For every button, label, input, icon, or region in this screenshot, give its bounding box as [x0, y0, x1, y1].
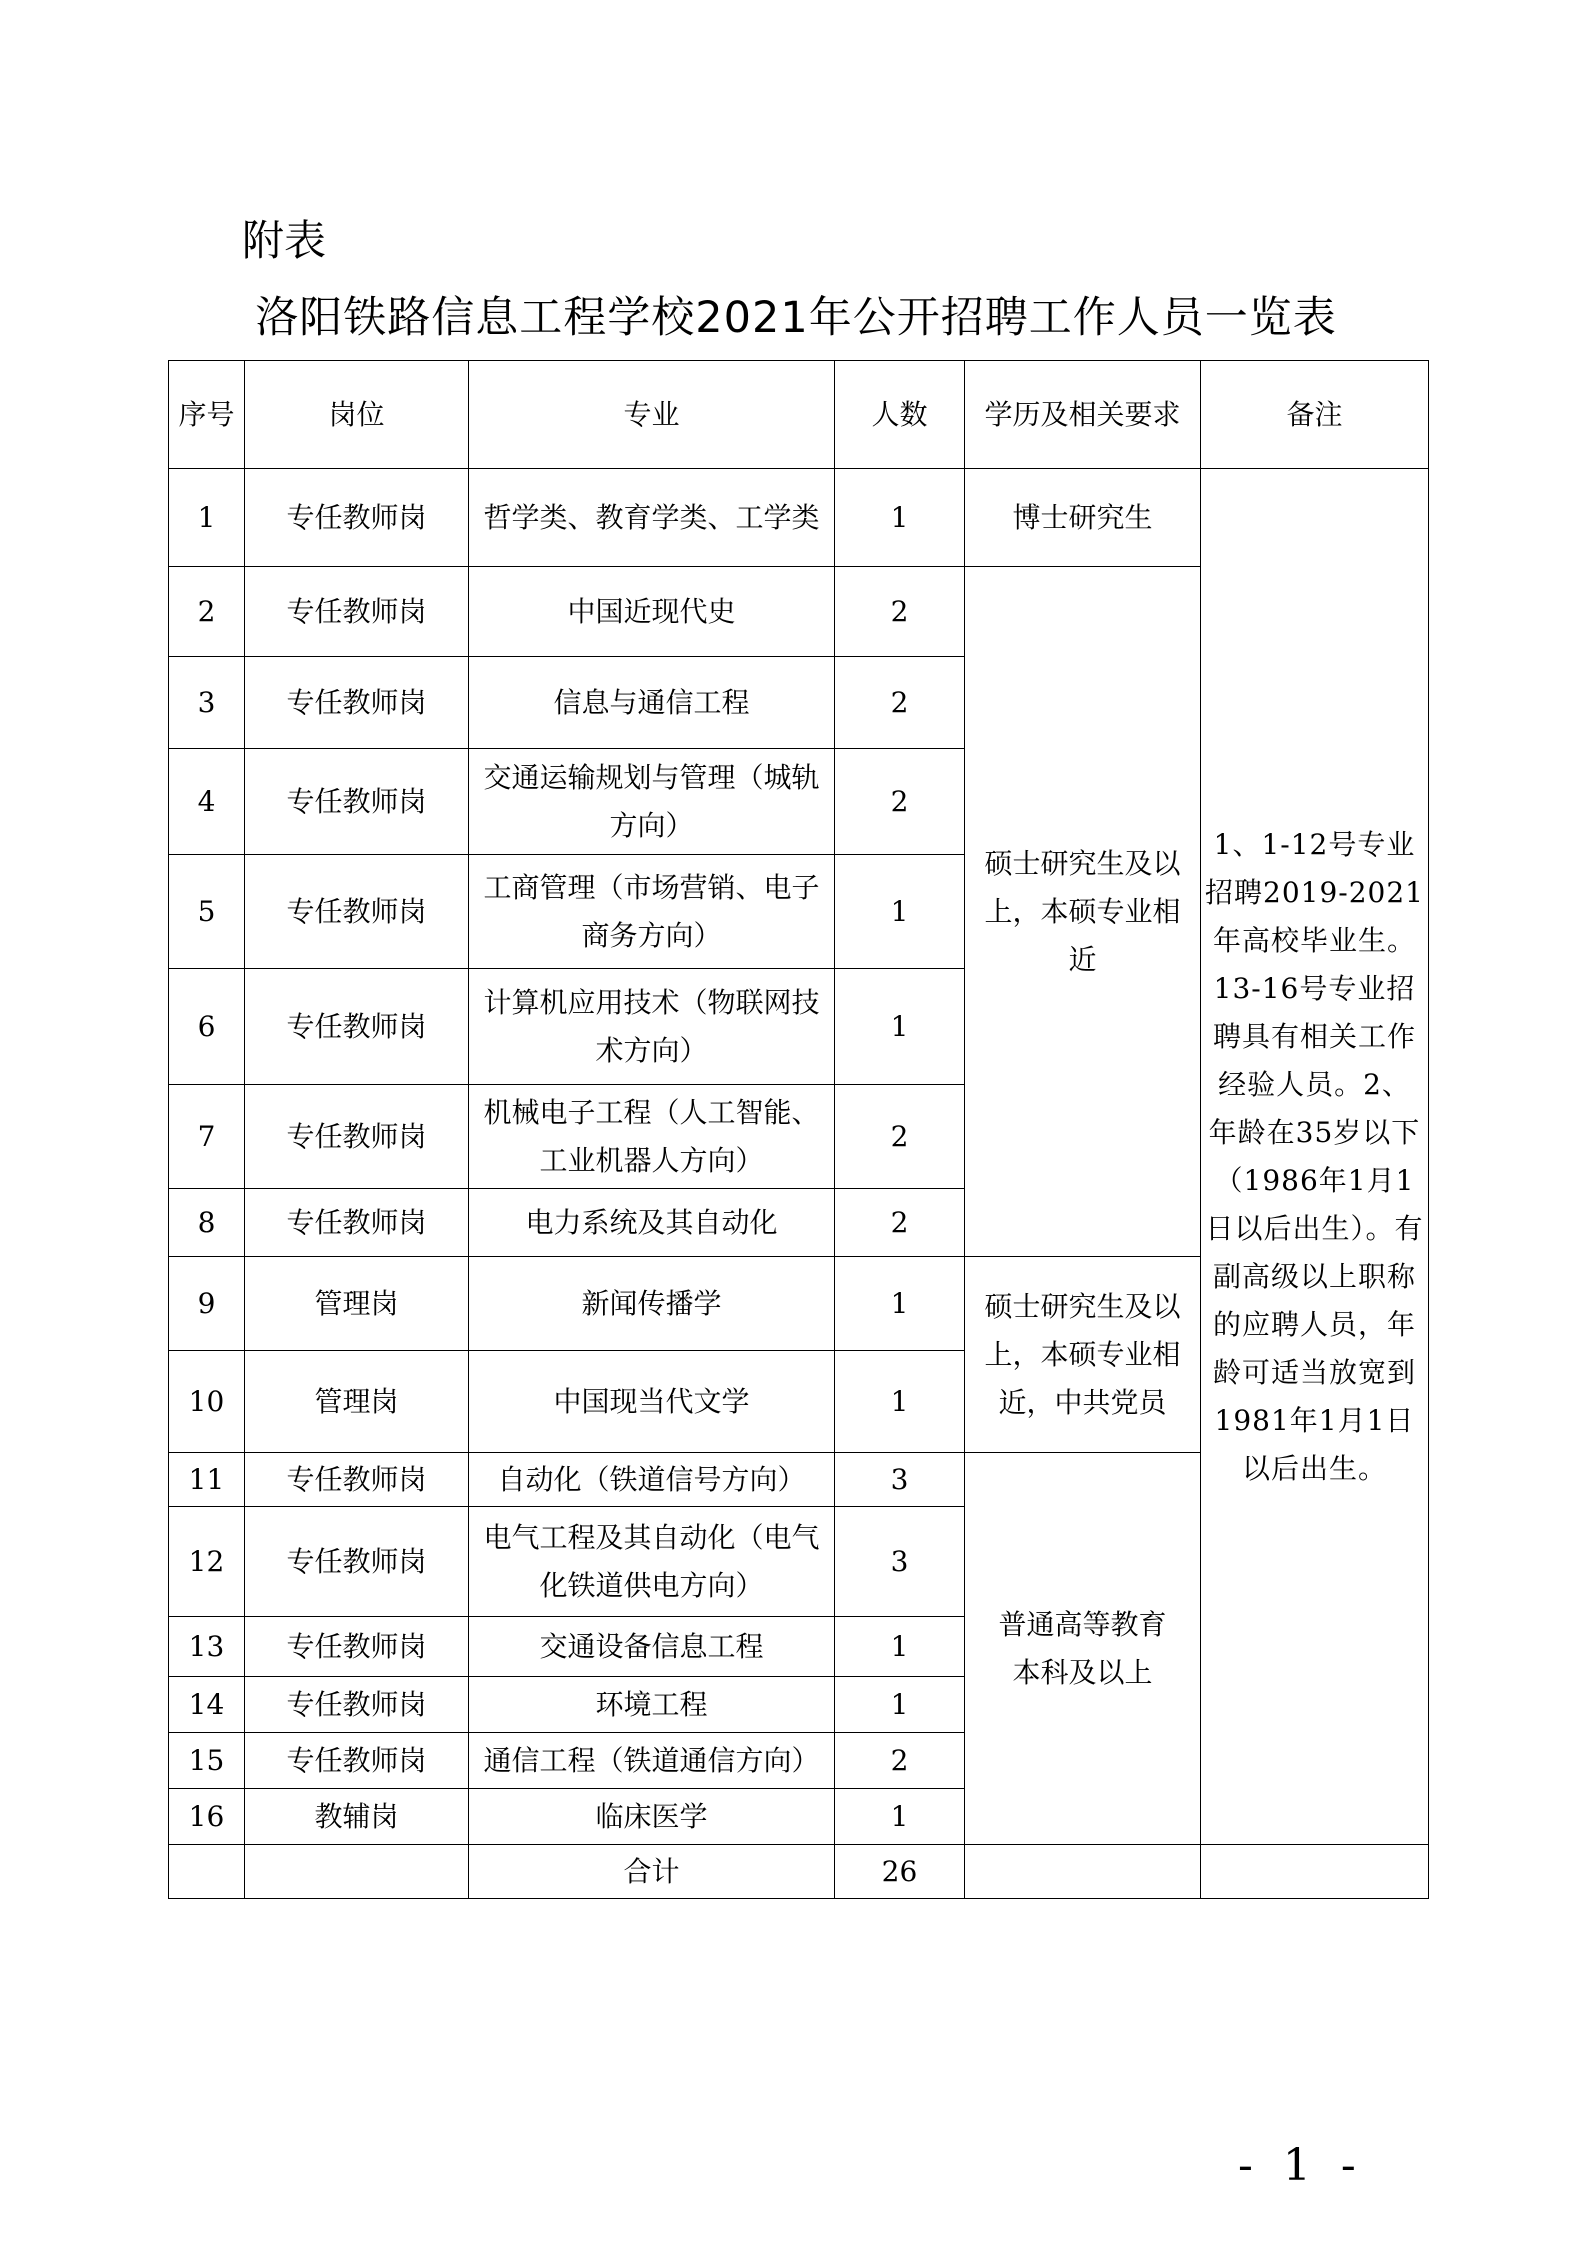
total-empty-cell: [1201, 1845, 1429, 1899]
page-title: 洛阳铁路信息工程学校2021年公开招聘工作人员一览表: [255, 293, 1337, 343]
row-seq: 15: [169, 1733, 245, 1789]
row-seq: 11: [169, 1453, 245, 1507]
row-count: 1: [835, 469, 965, 567]
education-group-1: 博士研究生: [965, 469, 1201, 567]
header-post: 岗位: [245, 361, 469, 469]
row-major: 临床医学: [469, 1789, 835, 1845]
row-major: 中国近现代史: [469, 567, 835, 657]
row-count: 1: [835, 1257, 965, 1351]
row-seq: 3: [169, 657, 245, 749]
row-count: 2: [835, 749, 965, 855]
row-major: 计算机应用技术（物联网技术方向）: [469, 969, 835, 1085]
row-count: 1: [835, 1789, 965, 1845]
row-post: 教辅岗: [245, 1789, 469, 1845]
row-post: 专任教师岗: [245, 749, 469, 855]
row-count: 1: [835, 1677, 965, 1733]
row-post: 专任教师岗: [245, 1507, 469, 1617]
header-remark: 备注: [1201, 361, 1429, 469]
row-seq: 6: [169, 969, 245, 1085]
row-count: 2: [835, 1085, 965, 1189]
row-post: 专任教师岗: [245, 855, 469, 969]
row-post: 专任教师岗: [245, 1189, 469, 1257]
attachment-label: 附表: [242, 216, 327, 265]
row-post: 专任教师岗: [245, 567, 469, 657]
row-count: 2: [835, 1733, 965, 1789]
row-major: 交通设备信息工程: [469, 1617, 835, 1677]
row-seq: 10: [169, 1351, 245, 1453]
total-row: [169, 1845, 1429, 1899]
row-major: 机械电子工程（人工智能、工业机器人方向）: [469, 1085, 835, 1189]
row-post: 专任教师岗: [245, 1617, 469, 1677]
row-count: 2: [835, 1189, 965, 1257]
row-major: 通信工程（铁道通信方向）: [469, 1733, 835, 1789]
row-seq: 1: [169, 469, 245, 567]
row-post: 专任教师岗: [245, 657, 469, 749]
row-seq: 13: [169, 1617, 245, 1677]
row-seq: 14: [169, 1677, 245, 1733]
row-count: 1: [835, 969, 965, 1085]
row-seq: 12: [169, 1507, 245, 1617]
header-count: 人数: [835, 361, 965, 469]
row-count: 1: [835, 1351, 965, 1453]
row-count: 2: [835, 567, 965, 657]
row-major: 交通运输规划与管理（城轨方向）: [469, 749, 835, 855]
row-count: 3: [835, 1507, 965, 1617]
total-empty-cell: [169, 1845, 245, 1899]
header-major: 专业: [469, 361, 835, 469]
row-seq: 4: [169, 749, 245, 855]
row-post: 专任教师岗: [245, 1733, 469, 1789]
row-major: 信息与通信工程: [469, 657, 835, 749]
total-empty-cell: [965, 1845, 1201, 1899]
row-major: 中国现当代文学: [469, 1351, 835, 1453]
row-post: 管理岗: [245, 1257, 469, 1351]
row-count: 1: [835, 855, 965, 969]
row-seq: 8: [169, 1189, 245, 1257]
page-number: - 1 -: [1238, 2140, 1364, 2191]
total-count: 26: [835, 1845, 965, 1899]
header-seq: 序号: [169, 361, 245, 469]
row-seq: 5: [169, 855, 245, 969]
row-seq: 2: [169, 567, 245, 657]
row-count: 3: [835, 1453, 965, 1507]
total-label: 合计: [469, 1845, 835, 1899]
table-row: [169, 469, 1429, 567]
row-post: 专任教师岗: [245, 1677, 469, 1733]
row-post: 专任教师岗: [245, 1085, 469, 1189]
education-group-2: 硕士研究生及以上，本硕专业相近: [965, 567, 1201, 1257]
row-major: 自动化（铁道信号方向）: [469, 1453, 835, 1507]
recruitment-table: [168, 360, 1429, 1899]
row-count: 2: [835, 657, 965, 749]
row-post: 专任教师岗: [245, 1453, 469, 1507]
remark-cell: 1、1-12号专业招聘2019-2021年高校毕业生。13-16号专业招聘具有相关工作经验人员。2、年龄在35岁以下（1986年1月1日以后出生）。有副高级以上职称的应聘人员，年龄可适当放宽到1981年1月1日以后出生。: [1201, 469, 1429, 1845]
row-post: 专任教师岗: [245, 469, 469, 567]
row-major: 工商管理（市场营销、电子商务方向）: [469, 855, 835, 969]
row-post: 专任教师岗: [245, 969, 469, 1085]
row-seq: 7: [169, 1085, 245, 1189]
education-group-4: 普通高等教育本科及以上: [965, 1453, 1201, 1845]
row-count: 1: [835, 1617, 965, 1677]
row-major: 新闻传播学: [469, 1257, 835, 1351]
row-major: 环境工程: [469, 1677, 835, 1733]
row-seq: 9: [169, 1257, 245, 1351]
row-post: 管理岗: [245, 1351, 469, 1453]
table-header-row: [169, 361, 1429, 469]
header-education: 学历及相关要求: [965, 361, 1201, 469]
education-group-3: 硕士研究生及以上，本硕专业相近，中共党员: [965, 1257, 1201, 1453]
total-empty-cell: [245, 1845, 469, 1899]
row-seq: 16: [169, 1789, 245, 1845]
row-major: 电气工程及其自动化（电气化铁道供电方向）: [469, 1507, 835, 1617]
row-major: 哲学类、教育学类、工学类: [469, 469, 835, 567]
row-major: 电力系统及其自动化: [469, 1189, 835, 1257]
